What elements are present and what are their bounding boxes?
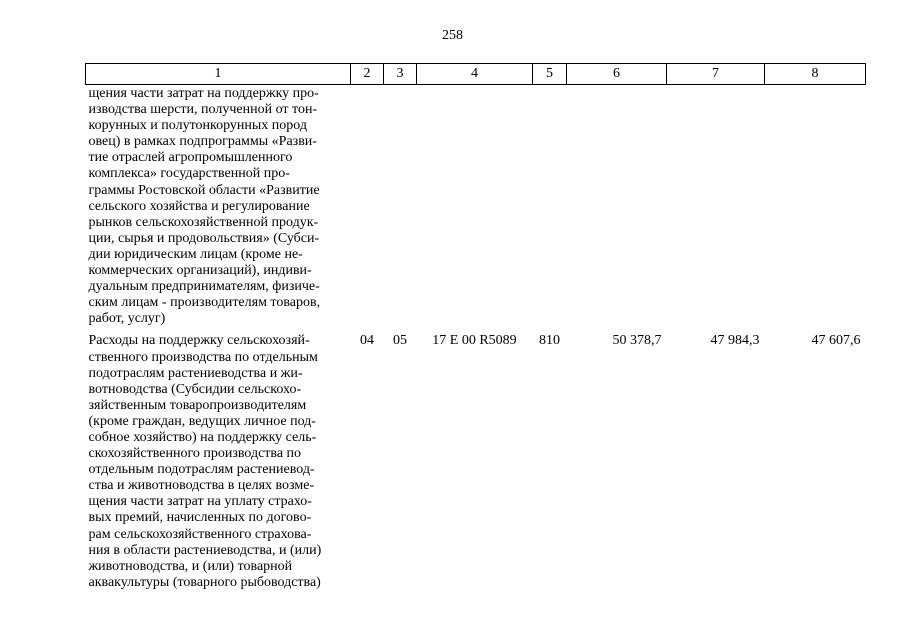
page-number: 258	[442, 28, 463, 43]
description-line: аквакультуры (товарного рыбоводства)	[88, 574, 321, 590]
description-line: корунных и полутонкорунных пород	[88, 118, 308, 134]
target-article-code: 17 Е 00 R5089	[432, 333, 517, 349]
description-line: Расходы на поддержку сельскохозяй-	[88, 333, 310, 349]
amount-year-2: 47 984,3	[710, 333, 760, 349]
table-row	[86, 331, 866, 591]
column-header-1: 1	[86, 64, 351, 85]
table-row	[86, 85, 866, 332]
description-line: комплекса» государственной про-	[88, 166, 290, 182]
column-header-2: 2	[351, 64, 384, 85]
description-line: коммерческих организаций), индиви-	[88, 263, 312, 279]
amount-year-3	[765, 85, 866, 332]
budget-table	[85, 63, 866, 591]
description-line: работ, услуг)	[88, 311, 166, 327]
column-header-6: 6	[567, 64, 667, 85]
table-header-row	[86, 64, 866, 85]
description-line: отдельным подотраслям растениевод-	[88, 462, 315, 478]
amount-year-2	[667, 85, 765, 332]
description-line: щения части затрат на уплату страхо-	[88, 494, 312, 510]
description-line: животноводства, и (или) товарной	[88, 558, 293, 574]
subsection-code	[384, 85, 417, 332]
column-header-3: 3	[384, 64, 417, 85]
section-code: 04	[360, 333, 374, 349]
description-line: зяйственным товаропроизводителям	[88, 397, 307, 413]
row-description	[86, 85, 351, 332]
description-line: изводства шерсти, полученной от тон-	[88, 102, 318, 118]
column-header-4: 4	[417, 64, 533, 85]
description-line: овец) в рамках подпрограммы «Разви-	[88, 134, 317, 150]
column-header-8: 8	[765, 64, 866, 85]
description-line: скохозяйственного производства по	[88, 446, 302, 462]
description-line: рам сельскохозяйственного страхова-	[88, 526, 312, 542]
amount-year-3: 47 607,6	[811, 333, 861, 349]
target-article-code	[417, 85, 533, 332]
column-header-5: 5	[533, 64, 567, 85]
description-line: ции, сырья и продовольствия» (Субси-	[88, 230, 320, 246]
section-code	[351, 85, 384, 332]
description-line: ским лицам - производителям товаров,	[88, 295, 321, 311]
description-line: дуальным предпринимателям, физиче-	[88, 279, 320, 295]
expense-type-code: 810	[539, 333, 560, 349]
description-line: вых премий, начисленных по догово-	[88, 510, 312, 526]
description-line: дии юридическим лицам (кроме не-	[88, 246, 303, 262]
description-line: граммы Ростовской области «Развитие	[88, 182, 320, 198]
subsection-code: 05	[393, 333, 407, 349]
description-line: сельского хозяйства и регулирование	[88, 198, 310, 214]
row-description	[86, 331, 351, 591]
expense-type-code	[533, 85, 567, 332]
description-line: ния в области растениеводства, и (или)	[88, 542, 322, 558]
description-line: вотноводства (Субсидии сельскохо-	[88, 381, 302, 397]
column-header-7: 7	[667, 64, 765, 85]
description-line: подотраслям растениеводства и жи-	[88, 365, 303, 381]
description-line: ства и животноводства в целях возме-	[88, 478, 315, 494]
description-line: ственного производства по отдельным	[88, 349, 318, 365]
description-line: (кроме граждан, ведущих личное под-	[88, 413, 316, 429]
description-line: тие отраслей агропромышленного	[88, 150, 293, 166]
amount-year-1	[567, 85, 667, 332]
description-line: рынков сельскохозяйственной продук-	[88, 214, 319, 230]
amount-year-1: 50 378,7	[612, 333, 662, 349]
description-line: собное хозяйство) на поддержку сель-	[88, 429, 317, 445]
description-line: щения части затрат на поддержку про-	[88, 86, 319, 101]
